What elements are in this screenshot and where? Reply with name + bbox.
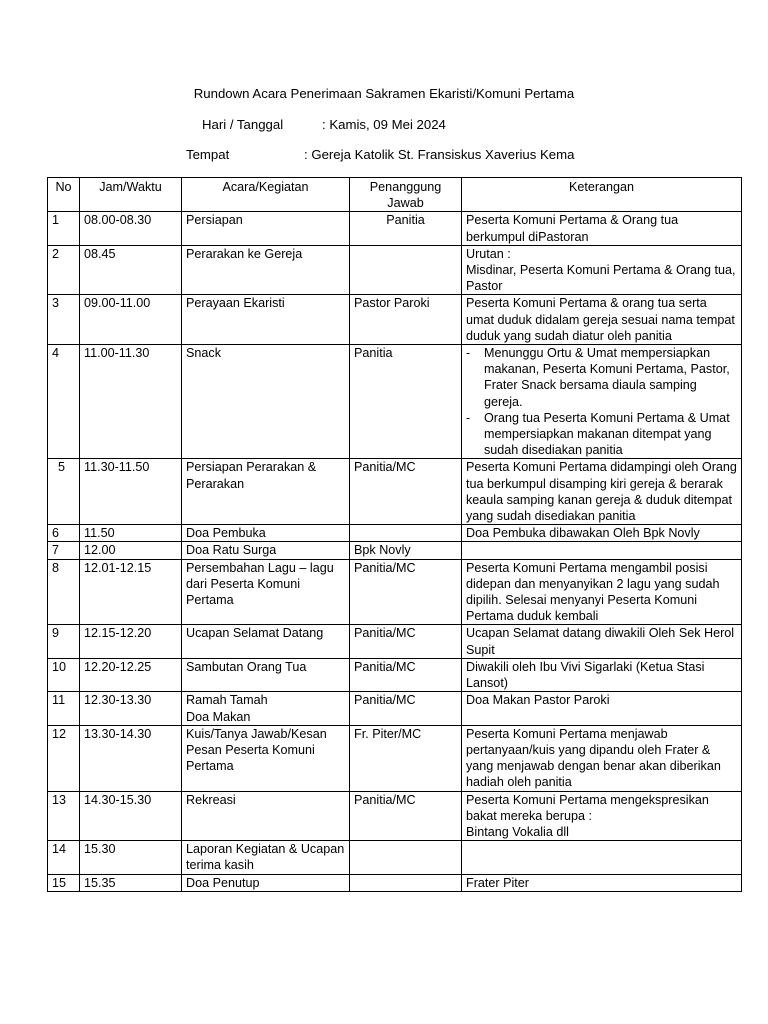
row-note — [462, 245, 742, 295]
row-pic: Panitia/MC — [350, 459, 462, 525]
row-no: 7 — [48, 542, 80, 559]
row-note: Diwakili oleh Ibu Vivi Sigarlaki (Ketua Stasi Lansot) — [462, 658, 742, 691]
row-pic — [350, 841, 462, 874]
row-time: 11.00-11.30 — [80, 345, 182, 459]
row-pic: Panitia/MC — [350, 658, 462, 691]
row-time: 15.30 — [80, 841, 182, 874]
row-activity: Persiapan — [182, 212, 350, 245]
row-no: 14 — [48, 841, 80, 874]
row-activity: Doa Penutup — [182, 874, 350, 891]
row-no: 11 — [48, 692, 80, 725]
row-activity: Sambutan Orang Tua — [182, 658, 350, 691]
row-note: Peserta Komuni Pertama & Orang tua berkumpul diPastoran — [462, 212, 742, 245]
table-row — [48, 212, 742, 245]
row-pic: Bpk Novly — [350, 542, 462, 559]
row-activity — [182, 692, 350, 725]
document-title: Rundown Acara Penerimaan Sakramen Ekaristi/Komuni Pertama — [193, 86, 575, 101]
row-activity: Laporan Kegiatan & Ucapan terima kasih — [182, 841, 350, 874]
table-row — [48, 345, 742, 459]
row-activity: Persiapan Perarakan & Perarakan — [182, 459, 350, 525]
note-line: Urutan : — [466, 246, 511, 261]
row-no: 4 — [48, 345, 80, 459]
row-no: 15 — [48, 874, 80, 891]
row-note — [462, 791, 742, 841]
row-time: 11.30-11.50 — [80, 459, 182, 525]
table-row — [48, 542, 742, 559]
row-note — [462, 841, 742, 874]
table-row — [48, 658, 742, 691]
row-pic: Panitia/MC — [350, 625, 462, 658]
row-no: 2 — [48, 245, 80, 295]
row-time: 12.00 — [80, 542, 182, 559]
row-time: 13.30-14.30 — [80, 725, 182, 791]
row-activity: Doa Pembuka — [182, 525, 350, 542]
row-pic — [350, 245, 462, 295]
row-no: 13 — [48, 791, 80, 841]
row-pic: Fr. Piter/MC — [350, 725, 462, 791]
note-list-item: - Orang tua Peserta Komuni Pertama & Umat mempersiapkan makanan ditempat yang sudah disediakan panitia — [466, 410, 737, 459]
place-label: Tempat — [186, 147, 230, 162]
note-list — [466, 345, 737, 458]
row-activity: Perarakan ke Gereja — [182, 245, 350, 295]
activity-line: Ramah Tamah — [186, 693, 268, 708]
row-note: Peserta Komuni Pertama didampingi oleh Orang tua berkumpul disamping kiri gereja & berarak keaula samping kanan gereja & duduk ditempat yang sudah disediakan panitia — [462, 459, 742, 525]
row-time: 11.50 — [80, 525, 182, 542]
note-line: Misdinar, Peserta Komuni Pertama & Orang tua, Pastor — [466, 263, 736, 294]
row-note — [462, 345, 742, 459]
row-time: 12.30-13.30 — [80, 692, 182, 725]
table-row — [48, 692, 742, 725]
row-time: 12.15-12.20 — [80, 625, 182, 658]
row-activity: Persembahan Lagu – lagu dari Peserta Komuni Pertama — [182, 559, 350, 625]
row-pic: Panitia — [350, 345, 462, 459]
row-activity: Perayaan Ekaristi — [182, 295, 350, 345]
table-row — [48, 841, 742, 874]
header-activity: Acara/Kegiatan — [182, 178, 350, 212]
row-pic: Panitia/MC — [350, 559, 462, 625]
row-no: 5 — [48, 459, 80, 525]
table-row — [48, 625, 742, 658]
row-pic: Pastor Paroki — [350, 295, 462, 345]
row-time: 15.35 — [80, 874, 182, 891]
row-activity: Rekreasi — [182, 791, 350, 841]
row-time: 08.45 — [80, 245, 182, 295]
header-no: No — [48, 178, 80, 212]
row-no: 9 — [48, 625, 80, 658]
row-no: 3 — [48, 295, 80, 345]
table-row — [48, 459, 742, 525]
row-note: Peserta Komuni Pertama & orang tua serta umat duduk didalam gereja sesuai nama tempat duduk yang sudah diatur oleh panitia — [462, 295, 742, 345]
row-note — [462, 542, 742, 559]
date-label: Hari / Tanggal — [202, 117, 284, 132]
row-activity: Ucapan Selamat Datang — [182, 625, 350, 658]
row-no: 1 — [48, 212, 80, 245]
row-pic: Panitia/MC — [350, 791, 462, 841]
row-time: 14.30-15.30 — [80, 791, 182, 841]
rundown-table — [47, 177, 742, 892]
header-note: Keterangan — [462, 178, 742, 212]
date-value: : Kamis, 09 Mei 2024 — [322, 117, 446, 132]
table-row — [48, 725, 742, 791]
row-note: Peserta Komuni Pertama menjawab pertanyaan/kuis yang dipandu oleh Frater & yang menjawab dengan benar akan diberikan hadiah oleh panitia — [462, 725, 742, 791]
row-pic — [350, 874, 462, 891]
row-no: 8 — [48, 559, 80, 625]
row-time: 08.00-08.30 — [80, 212, 182, 245]
row-note: Frater Piter — [462, 874, 742, 891]
table-header-row — [48, 178, 742, 212]
row-pic: Panitia/MC — [350, 692, 462, 725]
row-activity: Snack — [182, 345, 350, 459]
table-row — [48, 874, 742, 891]
header-time: Jam/Waktu — [80, 178, 182, 212]
row-note: Peserta Komuni Pertama mengambil posisi didepan dan menyanyikan 2 lagu yang sudah dipilih. Selesai menyanyi Peserta Komuni Pertama duduk kembali — [462, 559, 742, 625]
row-activity: Doa Ratu Surga — [182, 542, 350, 559]
table-row — [48, 791, 742, 841]
place-value: : Gereja Katolik St. Fransiskus Xaverius Kema — [304, 147, 575, 162]
table-row — [48, 559, 742, 625]
table-row — [48, 295, 742, 345]
row-note: Ucapan Selamat datang diwakili Oleh Sek Herol Supit — [462, 625, 742, 658]
row-pic: Panitia — [350, 212, 462, 245]
row-no: 12 — [48, 725, 80, 791]
table-row — [48, 525, 742, 542]
row-note: Doa Pembuka dibawakan Oleh Bpk Novly — [462, 525, 742, 542]
row-no: 10 — [48, 658, 80, 691]
row-no: 6 — [48, 525, 80, 542]
row-activity: Kuis/Tanya Jawab/Kesan Pesan Peserta Komuni Pertama — [182, 725, 350, 791]
note-list-item: - Menunggu Ortu & Umat mempersiapkan makanan, Peserta Komuni Pertama, Pastor, Frater Snack bersama diaula samping gereja. — [466, 345, 737, 410]
header-pic: Penanggung Jawab — [350, 178, 462, 212]
note-line: Bintang Vokalia dll — [466, 824, 569, 839]
row-pic — [350, 525, 462, 542]
note-line: Peserta Komuni Pertama mengekspresikan bakat mereka berupa : — [466, 792, 709, 823]
table-row — [48, 245, 742, 295]
row-time: 12.01-12.15 — [80, 559, 182, 625]
row-note: Doa Makan Pastor Paroki — [462, 692, 742, 725]
row-time: 09.00-11.00 — [80, 295, 182, 345]
activity-line: Doa Makan — [186, 709, 251, 724]
row-time: 12.20-12.25 — [80, 658, 182, 691]
